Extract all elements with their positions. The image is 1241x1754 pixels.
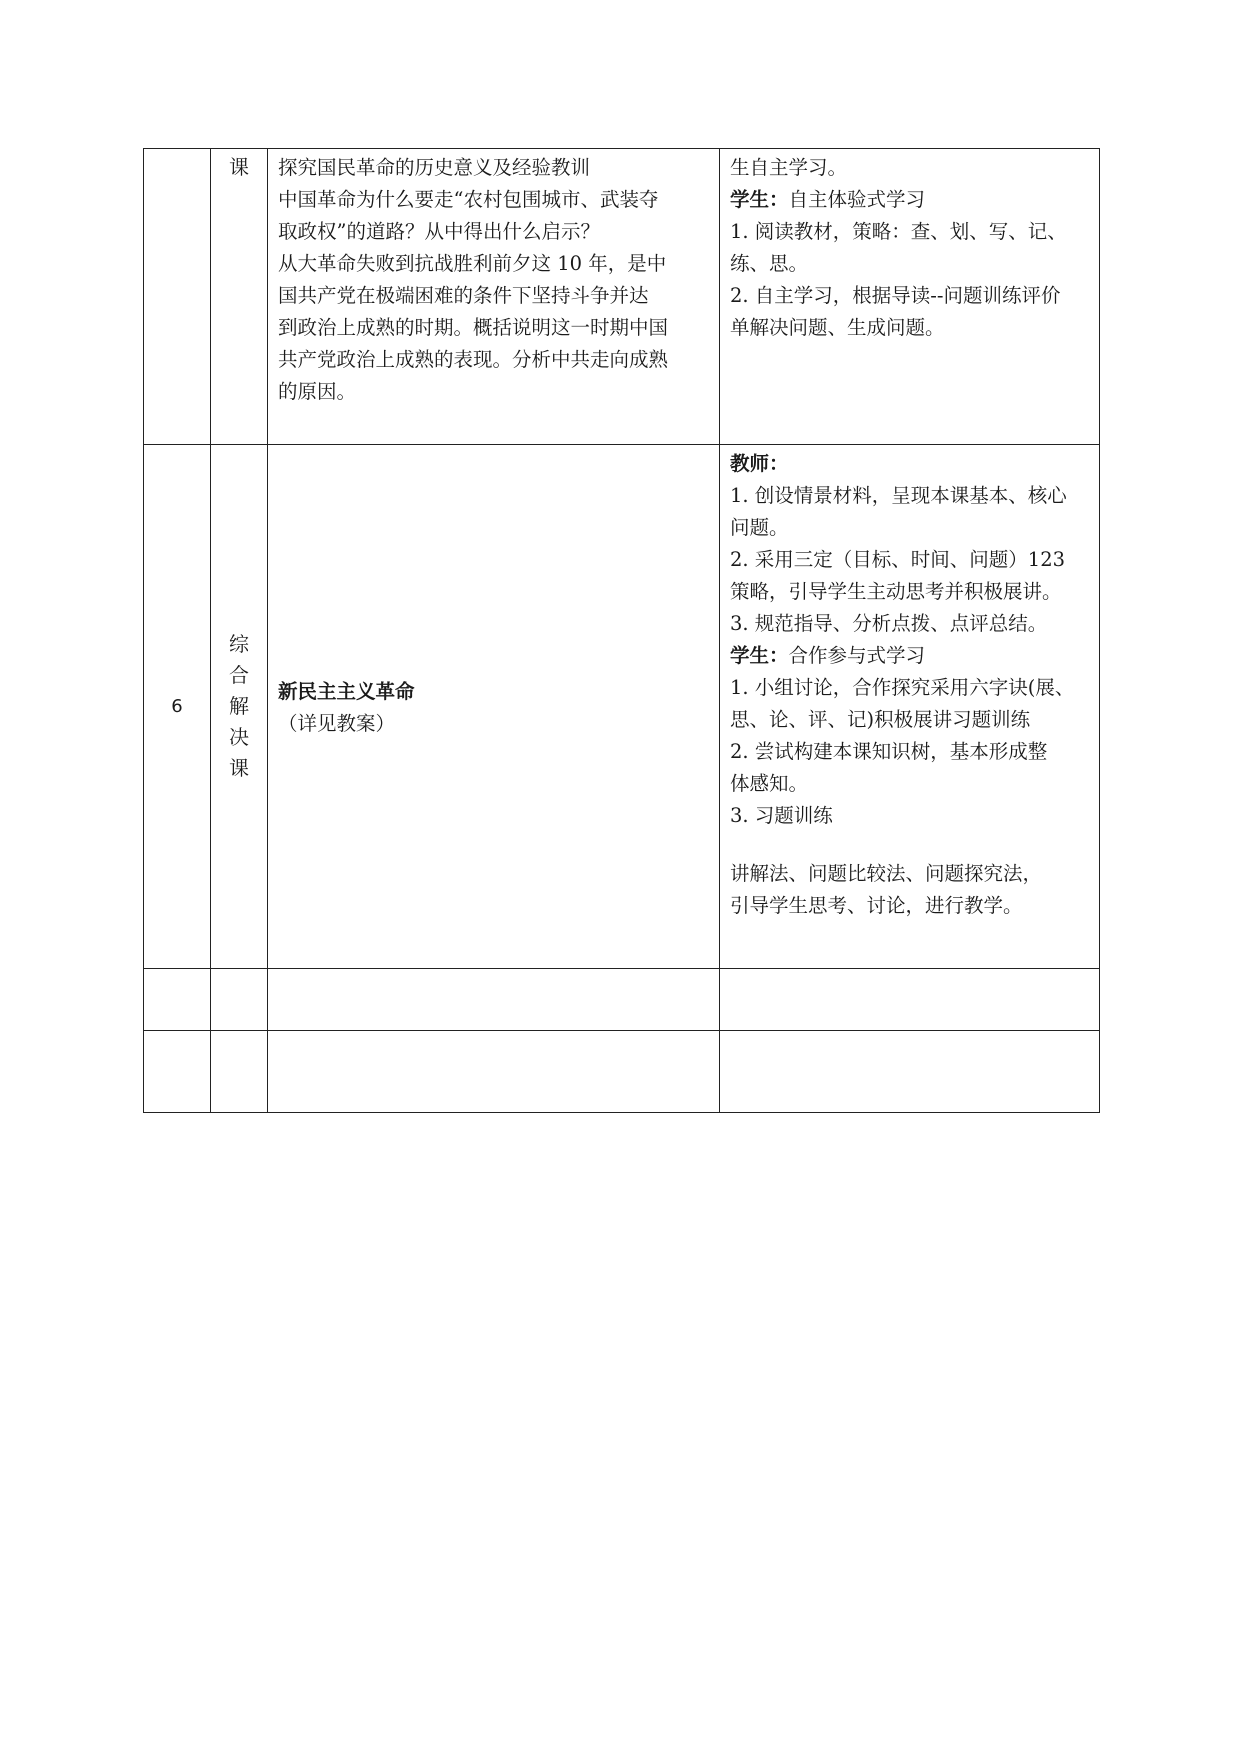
empty-cell (144, 969, 211, 1031)
table-row-empty (144, 1031, 1100, 1113)
content-line: 中国革命为什么要走“农村包围城市、武装夺 (278, 188, 659, 211)
lesson-type-char: 课 (229, 155, 249, 179)
student-mode: 自主体验式学习 (788, 188, 926, 211)
content-line: 到政治上成熟的时期。概括说明这一时期中国 (278, 316, 669, 339)
topic-title: 新民主主义革命 (278, 680, 415, 703)
student-label: 学生： (730, 188, 789, 211)
teacher-line: 策略，引导学生主动思考并积极展讲。 (730, 580, 1062, 603)
method-line: 讲解法、问题比较法、问题探究法， (730, 862, 1043, 885)
student-line: 思、论、评、记)积极展讲习题训练 (730, 708, 1031, 731)
empty-cell (211, 969, 268, 1031)
lesson-type-char: 课 (229, 756, 249, 780)
student-line: 单解决问题、生成问题。 (730, 316, 945, 339)
topic-note: （详见教案） (278, 712, 396, 735)
content-cell (268, 445, 720, 969)
content-line: 探究国民革命的历史意义及经验教训 (278, 156, 591, 179)
student-line: 2. 自主学习，根据导读--问题训练评价 (730, 284, 1061, 307)
lesson-type-char: 解 (229, 694, 249, 718)
table-row-empty (144, 969, 1100, 1031)
empty-cell (720, 969, 1100, 1031)
teacher-label: 教师： (730, 452, 789, 475)
spacer (730, 832, 1089, 858)
teacher-line: 1. 创设情景材料，呈现本课基本、核心 (730, 484, 1067, 507)
row-number-cell (144, 149, 211, 445)
lesson-type-cell (211, 149, 268, 445)
method-line: 生自主学习。 (730, 156, 848, 179)
content-line: 从大革命失败到抗战胜利前夕这 10 年，是中 (278, 252, 667, 275)
student-line: 1. 阅读教材，策略：查、划、写、记、 (730, 220, 1067, 243)
teacher-line: 3. 规范指导、分析点拨、点评总结。 (730, 612, 1048, 635)
lesson-type-char: 合 (229, 663, 249, 687)
empty-cell (720, 1031, 1100, 1113)
lesson-type-char: 综 (229, 632, 249, 656)
empty-cell (268, 1031, 720, 1113)
method-cell (720, 149, 1100, 445)
student-mode: 合作参与式学习 (788, 644, 926, 667)
lesson-type-cell (211, 445, 268, 969)
row-number-cell: 6 (144, 445, 211, 969)
content-line: 取政权”的道路？从中得出什么启示？ (278, 220, 600, 243)
content-cell (268, 149, 720, 445)
lesson-type-char: 决 (229, 725, 249, 749)
method-cell (720, 445, 1100, 969)
student-line: 2. 尝试构建本课知识树，基本形成整 (730, 740, 1048, 763)
student-line: 1. 小组讨论，合作探究采用六字诀(展、 (730, 676, 1075, 699)
empty-cell (211, 1031, 268, 1113)
empty-cell (268, 969, 720, 1031)
content-line: 国共产党在极端困难的条件下坚持斗争并达 (278, 284, 649, 307)
empty-cell (144, 1031, 211, 1113)
method-line: 引导学生思考、讨论，进行教学。 (730, 894, 1023, 917)
student-line: 3. 习题训练 (730, 804, 833, 827)
teacher-line: 问题。 (730, 516, 789, 539)
content-line: 的原因。 (278, 380, 357, 403)
student-label: 学生： (730, 644, 789, 667)
lesson-plan-table (143, 148, 1100, 1113)
table-row-continued (144, 149, 1100, 445)
student-line: 体感知。 (730, 772, 809, 795)
student-line: 练、思。 (730, 252, 809, 275)
teacher-line: 2. 采用三定（目标、时间、问题）123 (730, 548, 1066, 571)
content-line: 共产党政治上成熟的表现。分析中共走向成熟 (278, 348, 669, 371)
table-row-6 (144, 445, 1100, 969)
student-heading (730, 184, 1089, 216)
student-heading (730, 640, 1089, 672)
